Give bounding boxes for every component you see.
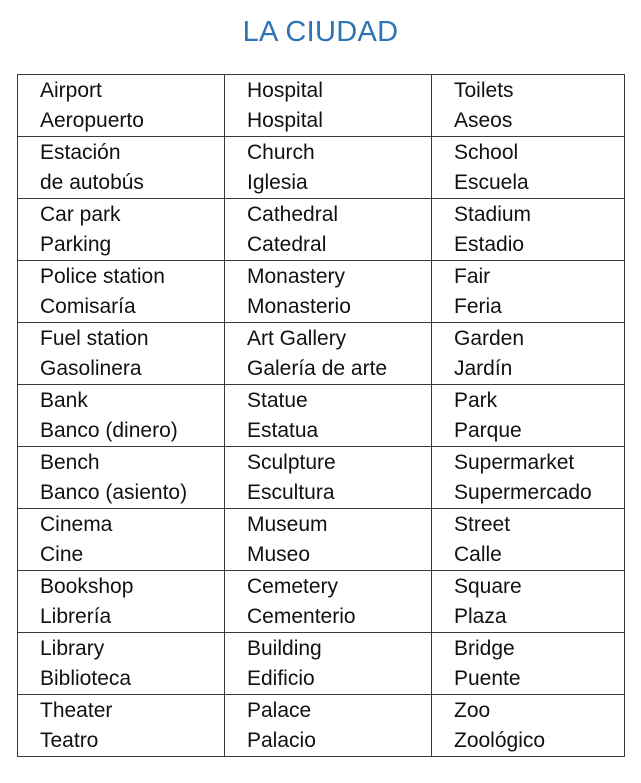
vocab-line-1: Statue	[247, 389, 308, 412]
vocab-line-2: Edificio	[247, 667, 315, 690]
vocab-line-1: Car park	[40, 203, 121, 226]
vocab-cell	[432, 447, 625, 509]
vocab-line-1: Museum	[247, 513, 328, 536]
vocab-line-2: Cementerio	[247, 605, 356, 628]
vocab-line-1: Square	[454, 575, 522, 598]
vocab-cell	[18, 509, 225, 571]
vocab-cell	[18, 199, 225, 261]
vocab-cell	[18, 323, 225, 385]
vocab-cell	[18, 137, 225, 199]
vocab-cell	[225, 199, 432, 261]
vocab-line-2: Librería	[40, 605, 112, 628]
vocab-cell	[18, 75, 225, 137]
vocab-line-1: Fair	[454, 265, 491, 288]
vocab-cell	[225, 633, 432, 695]
vocab-cell	[432, 633, 625, 695]
vocab-cell	[225, 571, 432, 633]
vocab-line-2: Palacio	[247, 729, 316, 752]
vocab-line-1: Zoo	[454, 699, 491, 722]
vocab-cell	[432, 261, 625, 323]
vocab-line-2: Estadio	[454, 233, 525, 256]
vocab-cell	[432, 509, 625, 571]
vocabulary-table-body	[18, 75, 625, 757]
vocab-line-1: School	[454, 141, 519, 164]
vocab-line-1: Building	[247, 637, 322, 660]
table-row	[18, 261, 625, 323]
vocab-line-1: Art Gallery	[247, 327, 347, 350]
vocab-cell	[432, 385, 625, 447]
table-row	[18, 447, 625, 509]
vocab-cell	[18, 385, 225, 447]
vocab-line-1: Stadium	[454, 203, 532, 226]
vocab-line-2: Gasolinera	[40, 357, 142, 380]
vocab-line-2: Cine	[40, 543, 84, 566]
vocab-line-2: Comisaría	[40, 295, 136, 318]
vocab-cell	[225, 447, 432, 509]
vocab-line-1: Airport	[40, 79, 102, 102]
vocab-line-2: Parque	[454, 419, 522, 442]
vocab-line-2: Museo	[247, 543, 311, 566]
vocab-line-2: Escultura	[247, 481, 335, 504]
vocab-cell	[432, 137, 625, 199]
vocab-line-2: Catedral	[247, 233, 327, 256]
vocab-cell	[225, 137, 432, 199]
vocab-line-1: Park	[454, 389, 498, 412]
vocab-line-1: Toilets	[454, 79, 514, 102]
vocab-cell	[432, 571, 625, 633]
vocab-cell	[18, 447, 225, 509]
vocab-line-2: Biblioteca	[40, 667, 132, 690]
vocab-line-2: Estatua	[247, 419, 319, 442]
vocab-cell	[225, 323, 432, 385]
table-row	[18, 385, 625, 447]
vocab-line-2: Monasterio	[247, 295, 351, 318]
vocab-cell	[225, 385, 432, 447]
vocab-line-2: Plaza	[454, 605, 507, 628]
vocab-line-1: Fuel station	[40, 327, 149, 350]
vocab-cell	[432, 695, 625, 757]
vocabulary-table	[17, 74, 625, 757]
vocab-line-2: Teatro	[40, 729, 99, 752]
vocab-line-1: Cemetery	[247, 575, 339, 598]
vocab-line-1: Police station	[40, 265, 165, 288]
vocab-line-1: Street	[454, 513, 511, 536]
vocab-line-1: Sculpture	[247, 451, 336, 474]
vocab-line-2: Supermercado	[454, 481, 592, 504]
vocab-line-2: Banco (asiento)	[40, 481, 188, 504]
table-row	[18, 75, 625, 137]
table-row	[18, 323, 625, 385]
vocab-line-2: Galería de arte	[247, 357, 388, 380]
vocab-cell	[225, 261, 432, 323]
vocab-line-1: Church	[247, 141, 315, 164]
table-row	[18, 695, 625, 757]
vocab-line-1: Hospital	[247, 79, 323, 102]
vocab-line-1: Theater	[40, 699, 113, 722]
vocab-line-1: Bridge	[454, 637, 515, 660]
vocab-line-1: Bench	[40, 451, 100, 474]
vocab-cell	[18, 571, 225, 633]
vocab-line-1: Cinema	[40, 513, 113, 536]
vocab-cell	[225, 509, 432, 571]
vocab-line-2: Aseos	[454, 109, 513, 132]
vocab-cell	[432, 75, 625, 137]
vocab-cell	[225, 695, 432, 757]
vocab-line-1: Library	[40, 637, 105, 660]
table-row	[18, 137, 625, 199]
vocab-line-2: Aeropuerto	[40, 109, 144, 132]
table-row	[18, 571, 625, 633]
vocab-line-2: Zoológico	[454, 729, 546, 752]
table-row	[18, 509, 625, 571]
page-title: LA CIUDAD	[242, 16, 399, 48]
vocab-line-2: Calle	[454, 543, 502, 566]
vocab-line-2: Jardín	[454, 357, 513, 380]
vocab-cell	[432, 199, 625, 261]
vocab-cell	[432, 323, 625, 385]
vocab-line-1: Estación	[40, 141, 121, 164]
vocab-cell	[18, 695, 225, 757]
vocab-line-2: Puente	[454, 667, 521, 690]
vocab-line-2: Escuela	[454, 171, 529, 194]
vocab-line-2: Iglesia	[247, 171, 308, 194]
vocab-line-1: Bank	[40, 389, 88, 412]
vocab-line-1: Bookshop	[40, 575, 134, 598]
vocab-line-1: Monastery	[247, 265, 346, 288]
table-row	[18, 199, 625, 261]
vocab-line-1: Cathedral	[247, 203, 339, 226]
vocab-line-2: Parking	[40, 233, 112, 256]
vocab-line-1: Palace	[247, 699, 312, 722]
vocab-line-2: Hospital	[247, 109, 323, 132]
vocab-line-2: de autobús	[40, 171, 144, 194]
vocab-line-1: Supermarket	[454, 451, 575, 474]
table-row	[18, 633, 625, 695]
vocab-cell	[18, 261, 225, 323]
vocab-cell	[18, 633, 225, 695]
vocab-line-1: Garden	[454, 327, 525, 350]
vocab-line-2: Feria	[454, 295, 502, 318]
vocab-line-2: Banco (dinero)	[40, 419, 178, 442]
vocab-cell	[225, 75, 432, 137]
